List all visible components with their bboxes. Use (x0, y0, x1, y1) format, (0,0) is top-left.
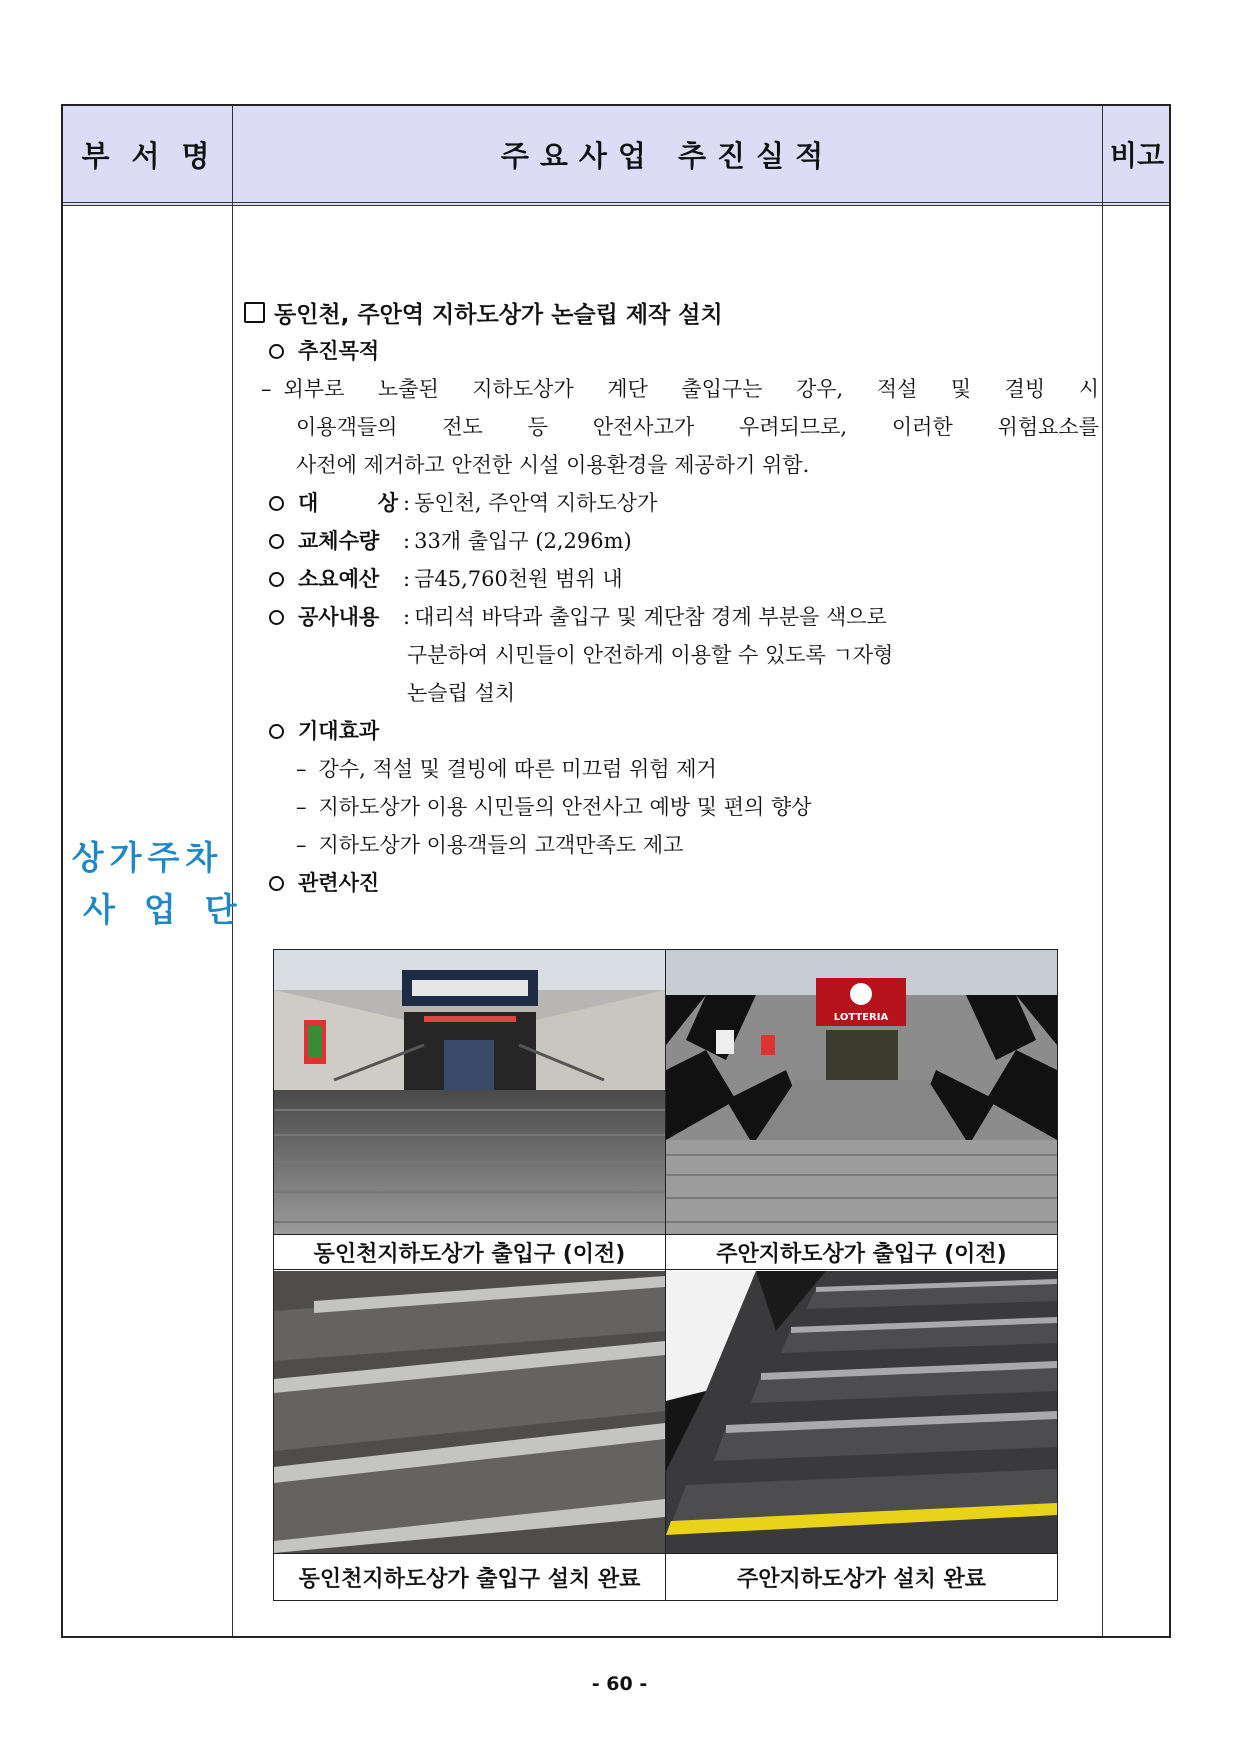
circle-bullet-icon (269, 572, 284, 587)
photo-dongincheon-before (274, 950, 665, 1234)
circle-bullet-icon (269, 724, 284, 739)
section-title-text: 동인천, 주안역 지하도상가 논슬립 제작 설치 (274, 301, 723, 328)
effect-item-text: 강수, 적설 및 결빙에 따른 미끄럼 위험 제거 (318, 757, 717, 781)
department-name-line-1: 상가주차 (71, 838, 224, 877)
photo-caption: 동인천지하도상가 출입구 설치 완료 (274, 1553, 665, 1600)
effect-label: 기대효과 (298, 719, 380, 743)
dash-bullet: – (296, 833, 307, 857)
circle-bullet-icon (269, 534, 284, 549)
work-row (244, 598, 1104, 636)
dash-bullet: – (296, 795, 307, 819)
dash-bullet: – (296, 757, 307, 781)
effect-item (244, 788, 1104, 826)
quantity-label: 교체수량 (298, 529, 380, 553)
quantity-row (244, 522, 1104, 560)
budget-value: 금45,760천원 범위 내 (414, 567, 623, 591)
purpose-line-2: 이용객들의 전도 등 안전사고가 우려되므로, 이러한 위험요소를 (296, 415, 1099, 439)
page-number: - 60 - (591, 1673, 648, 1695)
colon: : (403, 567, 411, 591)
target-row (244, 484, 1104, 522)
header-department: 부서명 (81, 138, 232, 173)
colon: : (403, 605, 411, 629)
dash-bullet: – (261, 377, 272, 401)
circle-bullet-icon (269, 876, 284, 891)
checkbox-square-icon (244, 302, 265, 323)
photos-heading (244, 864, 1104, 902)
section-title (244, 292, 1104, 332)
photo-caption: 주안지하도상가 설치 완료 (666, 1553, 1057, 1600)
purpose-line-1 (244, 370, 1099, 408)
lotteria-sign-text: LOTTERIA (833, 1012, 889, 1023)
colon: : (403, 491, 411, 515)
photo-grid-divider (665, 950, 666, 1600)
effect-item-text: 지하도상가 이용 시민들의 안전사고 예방 및 편의 향상 (318, 795, 812, 819)
budget-row (244, 560, 1104, 598)
circle-bullet-icon (269, 344, 284, 359)
work-label: 공사내용 (298, 605, 380, 629)
work-line-2: 구분하여 시민들이 안전하게 이용할 수 있도록 ㄱ자형 (407, 643, 894, 667)
purpose-text: 외부로 노출된 지하도상가 계단 출입구는 강우, 적설 및 결빙 시 (283, 377, 1099, 401)
photos-label: 관련사진 (298, 871, 380, 895)
column-divider (232, 106, 233, 1636)
department-name (63, 832, 266, 936)
colon: : (403, 529, 411, 553)
work-line-1: 대리석 바닥과 출입구 및 계단참 경계 부분을 색으로 (414, 605, 887, 629)
effect-heading (244, 712, 1104, 750)
effect-item (244, 750, 1104, 788)
content-body (244, 292, 1104, 902)
department-name-line-2: 사업단 (83, 890, 266, 929)
work-line-3: 논슬립 설치 (407, 681, 516, 705)
quantity-value: 33개 출입구 (2,296m) (414, 529, 632, 553)
budget-label: 소요예산 (298, 567, 380, 591)
photo-juan-completed (666, 1271, 1057, 1553)
target-value: 동인천, 주안역 지하도상가 (414, 491, 658, 515)
photo-juan-before (666, 950, 1057, 1234)
photo-caption: 동인천지하도상가 출입구 (이전) (274, 1234, 665, 1270)
photo-dongincheon-completed (274, 1271, 665, 1553)
purpose-label: 추진목적 (298, 339, 380, 363)
header-main-performance: 주요사업 추진실적 (500, 138, 835, 173)
target-label: 대 상 (298, 491, 398, 515)
effect-item (244, 826, 1104, 864)
circle-bullet-icon (269, 610, 284, 625)
purpose-line-3: 사전에 제거하고 안전한 시설 이용환경을 제공하기 위함. (296, 453, 810, 477)
header-note: 비고 (1109, 139, 1165, 172)
photo-caption: 주안지하도상가 출입구 (이전) (666, 1234, 1057, 1270)
effect-item-text: 지하도상가 이용객들의 고객만족도 제고 (318, 833, 684, 857)
circle-bullet-icon (269, 496, 284, 511)
purpose-heading (244, 332, 1104, 370)
photo-grid (273, 949, 1058, 1601)
